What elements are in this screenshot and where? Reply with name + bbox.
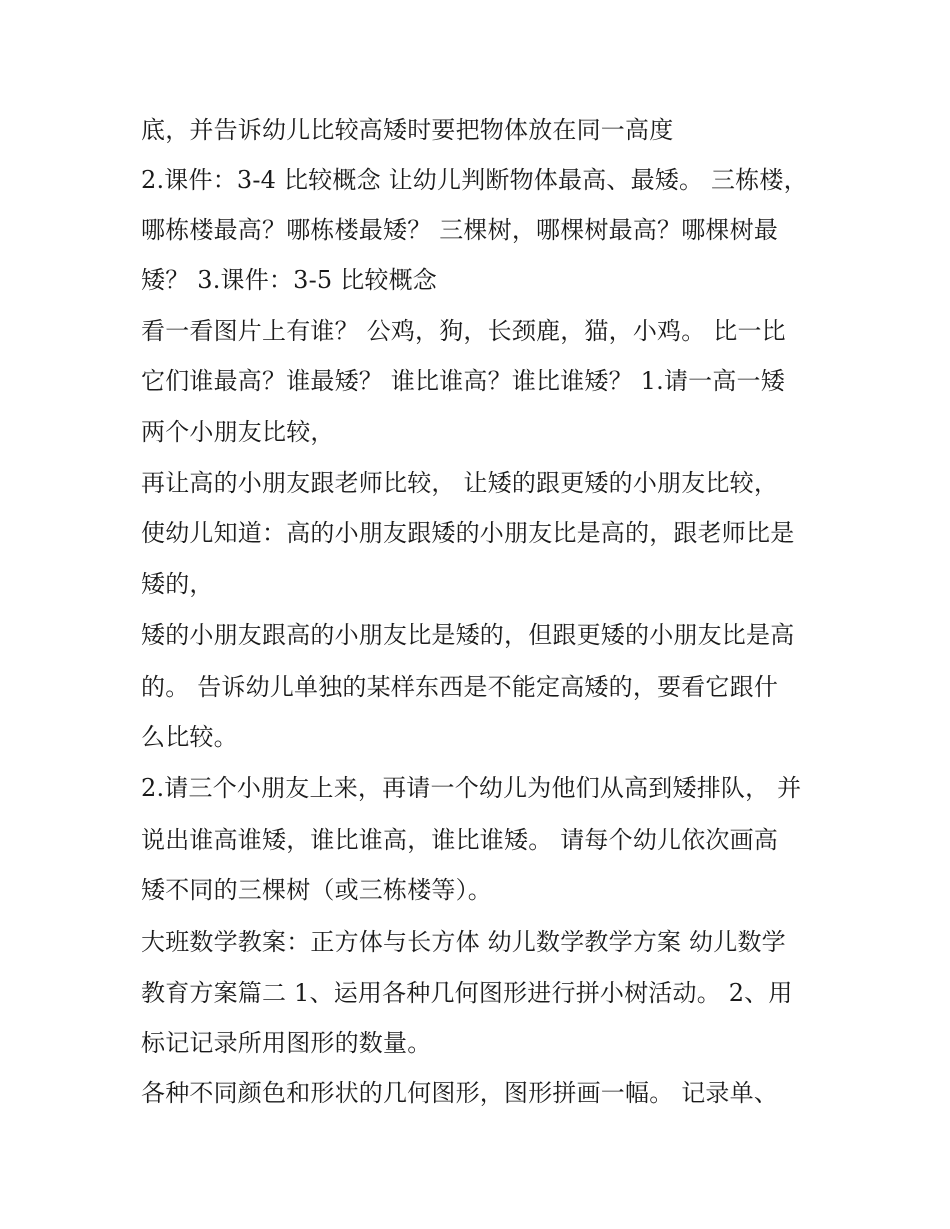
text-line: 标记记录所用图形的数量。	[141, 1029, 432, 1057]
text-line: 两个小朋友比较，	[141, 418, 335, 446]
text-line: 看一看图片上有谁？ 公鸡，狗，长颈鹿，猫，小鸡。 比一比	[141, 317, 786, 345]
text-line: 哪栋楼最高？哪栋楼最矮？ 三棵树，哪棵树最高？哪棵树最	[141, 216, 779, 244]
text-line: 它们谁最高？谁最矮？ 谁比谁高？谁比谁矮？ 1.请一高一矮	[141, 367, 785, 395]
text-line: 矮的小朋友跟高的小朋友比是矮的，但跟更矮的小朋友比是高	[141, 621, 795, 649]
text-line: 说出谁高谁矮，谁比谁高，谁比谁矮。 请每个幼儿依次画高	[141, 826, 779, 854]
text-line: 大班数学教案：正方体与长方体 幼儿数学教学方案 幼儿数学	[141, 928, 786, 956]
text-line: 的。 告诉幼儿单独的某样东西是不能定高矮的，要看它跟什	[141, 673, 779, 701]
text-line: 矮的，	[141, 570, 214, 598]
text-line: 底，并告诉幼儿比较高矮时要把物体放在同一高度	[141, 116, 674, 144]
text-line: 矮？ 3.课件：3-5 比较概念	[141, 266, 438, 294]
text-line: 么比较。	[141, 723, 238, 751]
text-line: 各种不同颜色和形状的几何图形，图形拼画一幅。 记录单、	[141, 1079, 779, 1107]
text-line: 2.课件：3-4 比较概念 让幼儿判断物体最高、最矮。 三栋楼，	[141, 166, 808, 194]
text-line: 2.请三个小朋友上来，再请一个幼儿为他们从高到矮排队， 并	[141, 774, 802, 802]
text-line: 教育方案篇二 1、运用各种几何图形进行拼小树活动。 2、用	[141, 979, 793, 1007]
text-line: 再让高的小朋友跟老师比较， 让矮的跟更矮的小朋友比较，	[141, 469, 779, 497]
text-line: 使幼儿知道：高的小朋友跟矮的小朋友比是高的，跟老师比是	[141, 519, 795, 547]
text-line: 矮不同的三棵树（或三栋楼等）。	[141, 876, 492, 904]
